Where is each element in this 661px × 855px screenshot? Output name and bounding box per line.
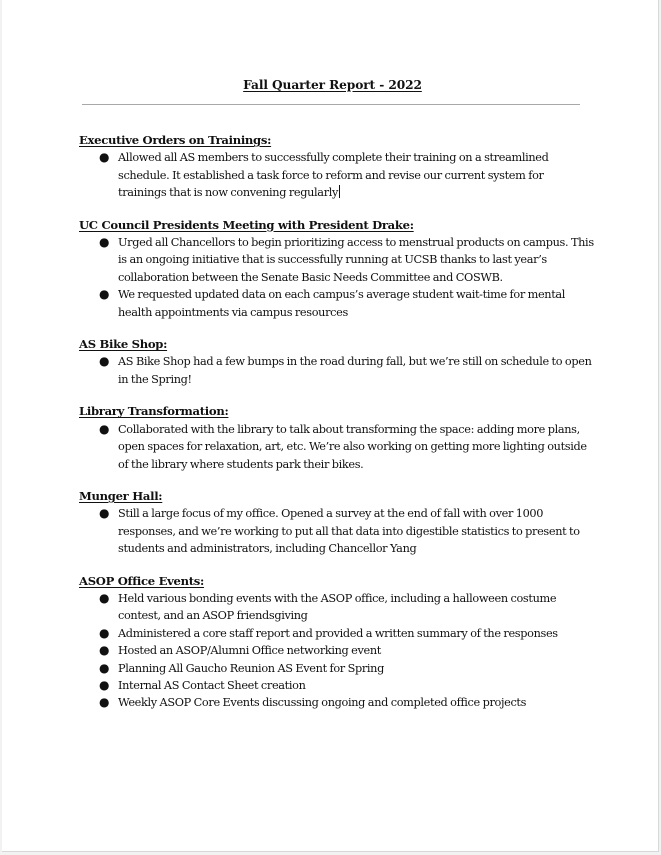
bullet-list xyxy=(79,234,594,321)
page-title: Fall Quarter Report - 2022 xyxy=(243,78,422,92)
list-item: ● Hosted an ASOP/Alumni Office networking event xyxy=(79,642,594,659)
list-item: ● Still a large focus of my office. Opened a survey at the end of fall with over 1000 responses, and we’re working to put all that data into digestible statistics to present to students and administrators, including Chancellor Yang xyxy=(99,506,580,556)
section-heading: Executive Orders on Trainings: xyxy=(79,133,272,147)
bullet-icon: ● xyxy=(99,695,110,710)
list-item: ● We requested updated data on each campus’s average student wait-time for mental health appointments via campus resources xyxy=(99,287,566,319)
bullet-icon: ● xyxy=(99,660,110,675)
section-library xyxy=(79,400,594,473)
list-item: ● Administered a core staff report and provided a written summary of the responses xyxy=(79,625,594,642)
bullet-icon: ● xyxy=(99,287,110,302)
bullet-icon: ● xyxy=(99,235,110,250)
list-item: ● Urged all Chancellors to begin prioritizing access to menstrual products on campus. This is an ongoing initiative that is successfully running at UCSB thanks to last year’s collaboration between the Senate Basic Needs Committee and COSWB. xyxy=(99,235,594,284)
section-asop-events xyxy=(79,570,594,712)
bullet-icon: ● xyxy=(99,150,110,165)
section-heading: UC Council Presidents Meeting with President Drake: xyxy=(79,217,414,232)
section-uc-council xyxy=(79,214,594,321)
list-item: ● Collaborated with the library to talk about transforming the space: adding more plans, open spaces for relaxation, art, etc. We’re also working on getting more lighting outside of the library where students park their bikes. xyxy=(99,421,587,471)
bullet-icon: ● xyxy=(99,506,110,521)
bullet-icon: ● xyxy=(99,354,110,369)
bullet-icon: ● xyxy=(99,590,110,605)
list-item: ● Internal AS Contact Sheet creation xyxy=(79,677,594,694)
list-item: ● Held various bonding events with the ASOP office, including a halloween costume contest, and an ASOP friendsgiving xyxy=(99,590,557,623)
section-heading: ASOP Office Events: xyxy=(79,573,205,588)
bullet-list xyxy=(79,149,594,201)
bullet-list xyxy=(79,421,594,473)
section-heading: Munger Hall: xyxy=(79,488,163,503)
section-munger-hall xyxy=(79,485,594,558)
list-item: ● Allowed all AS members to successfully complete their training on a streamlined schedule. It established a task force to reform and revise our current system for trainings that is now convening regularly xyxy=(99,150,549,200)
bullet-icon: ● xyxy=(99,677,110,692)
list-item: ● Weekly ASOP Core Events discussing ongoing and completed office projects xyxy=(79,694,594,711)
section-executive-orders xyxy=(79,129,594,202)
section-heading: AS Bike Shop: xyxy=(79,337,168,352)
bullet-list xyxy=(79,590,594,712)
text-cursor xyxy=(339,185,340,198)
bullet-list xyxy=(79,353,594,388)
report-content xyxy=(79,129,594,724)
document-page[interactable] xyxy=(2,0,659,852)
list-item: ● Planning All Gaucho Reunion AS Event for Spring xyxy=(79,660,594,677)
bullet-icon: ● xyxy=(99,643,110,658)
bullet-icon: ● xyxy=(99,625,110,640)
section-bike-shop xyxy=(79,333,594,388)
bullet-list xyxy=(79,505,594,557)
section-heading: Library Transformation: xyxy=(79,404,229,419)
list-item: ● AS Bike Shop had a few bumps in the road during fall, but we’re still on schedule to open in the Spring! xyxy=(99,354,592,386)
title-divider xyxy=(82,104,580,105)
bullet-icon: ● xyxy=(99,421,110,436)
